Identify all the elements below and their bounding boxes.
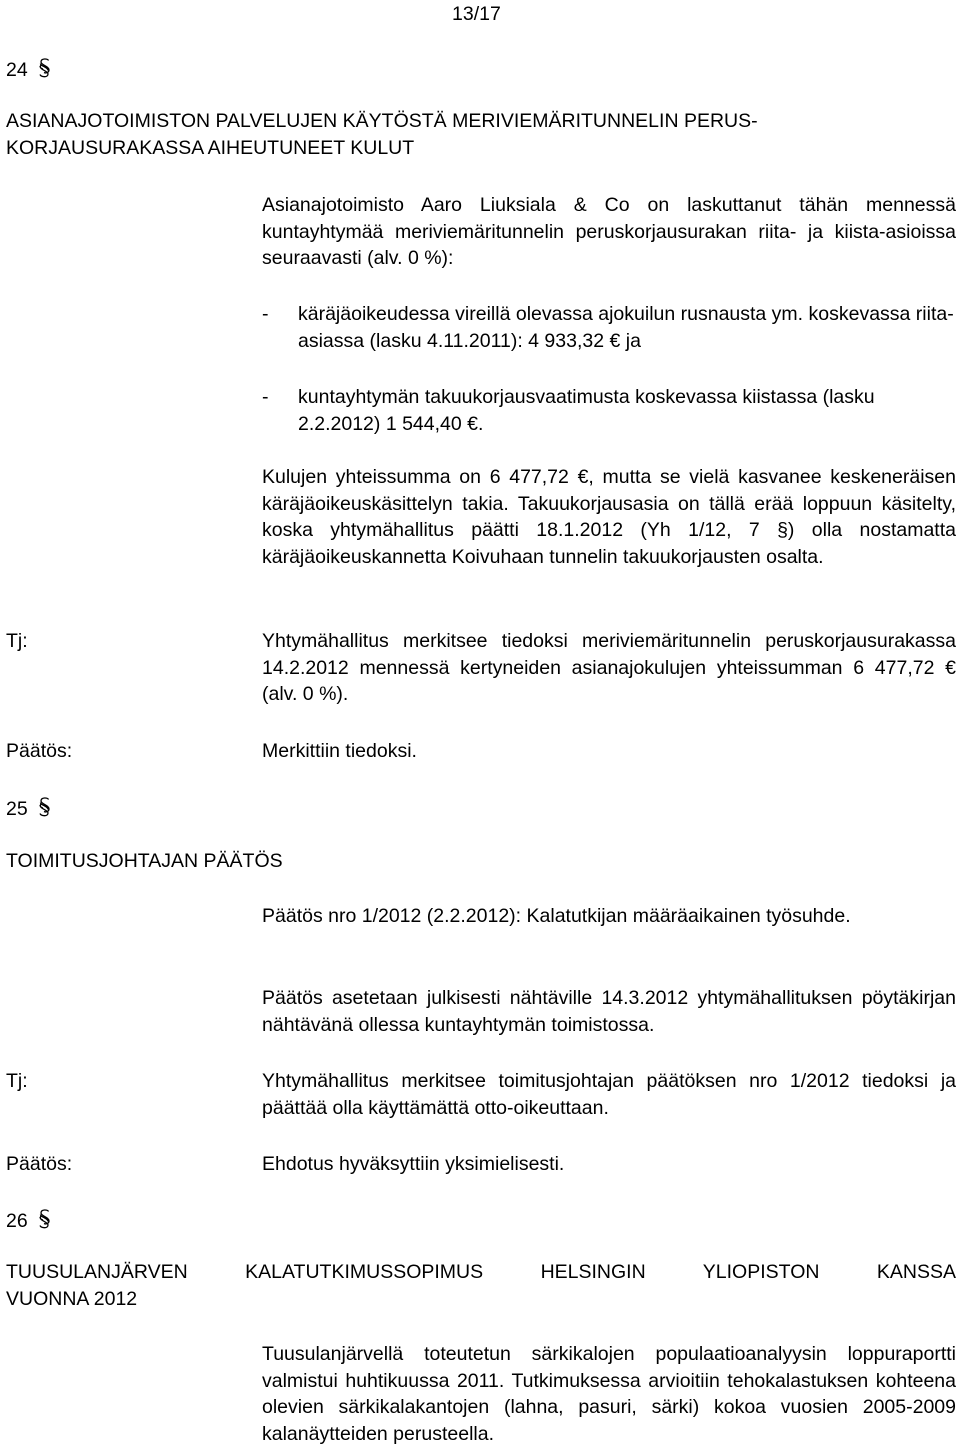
section-sign-icon — [38, 1208, 51, 1230]
dash-bullet: - — [262, 386, 269, 408]
intro-paragraph: Asianajotoimisto Aaro Liuksiala & Co on laskuttanut tähän mennessä kuntayhtymää meriviemäritunnelin peruskorjausurakan riita- ja kiista-asioissa seuraavasti (alv. 0 %): — [262, 194, 956, 269]
decision-text: Ehdotus hyväksyttiin yksimielisesti. — [262, 1153, 565, 1175]
decision-text: Merkittiin tiedoksi. — [262, 740, 417, 762]
tj-label: Tj: — [6, 630, 28, 652]
tj-proposal: Yhtymähallitus merkitsee tiedoksi meriviemäritunnelin peruskorjausurakassa 14.2.2012 mennessä kertyneiden asianajokulujen yhteissumman 6 477,72 € (alv. 0 %). — [262, 630, 956, 705]
title-line: KORJAUSURAKASSA AIHEUTUNEET KULUT — [6, 136, 415, 159]
costs-paragraph: Kulujen yhteissumma on 6 477,72 €, mutta se vielä kasvanee keskeneräisen käräjäoikeuskäsittelyn takia. Takuukorjausasia on tällä erää loppuun käsitelty, koska yhtymähallitus päätti 18.1.2012 (Yh 1/12, 7 §) olla nostamatta käräjäoikeuskannetta Koivuhaan tunnelin takuukorjausten osalta. — [262, 466, 956, 568]
list-item-text: kuntayhtymän takuukorjausvaatimusta koskevassa kiistassa (lasku 2.2.2012) 1 544,40 €. — [298, 386, 875, 435]
section-number: 25 — [6, 798, 28, 820]
section-sign-icon — [38, 57, 51, 79]
paatos-label: Päätös: — [6, 1153, 73, 1175]
decision-paragraph: Päätös nro 1/2012 (2.2.2012): Kalatutkijan määräaikainen työsuhde. — [262, 905, 851, 927]
section-26-title — [6, 1259, 956, 1312]
section-sign-icon — [38, 796, 51, 818]
list-item-text: käräjäoikeudessa vireillä olevassa ajokuilun rusnausta ym. koskevassa riita-asiassa (lasku 4.11.2011): 4 933,32 € ja — [298, 303, 954, 352]
section-26-header — [6, 1205, 51, 1235]
paatos-label: Päätös: — [6, 740, 73, 762]
title-line: ASIANAJOTOIMISTON PALVELUJEN KÄYTÖSTÄ MERIVIEMÄRITUNNELIN PERUS- — [6, 110, 758, 132]
section-24-header — [6, 54, 51, 84]
list-item — [262, 384, 956, 437]
publication-paragraph: Päätös asetetaan julkisesti nähtäville 14.3.2012 yhtymähallituksen pöytäkirjan nähtävänä ollessa kuntayhtymän toimistossa. — [262, 987, 956, 1036]
list-item — [262, 301, 956, 354]
section-number: 24 — [6, 59, 28, 81]
section-25-title: TOIMITUSJOHTAJAN PÄÄTÖS — [6, 850, 283, 872]
title-line: VUONNA 2012 — [6, 1287, 138, 1310]
section-number: 26 — [6, 1210, 28, 1232]
tj-proposal: Yhtymähallitus merkitsee toimitusjohtajan päätöksen nro 1/2012 tiedoksi ja päättää olla käyttämättä otto-oikeuttaan. — [262, 1070, 956, 1119]
report-paragraph: Tuusulanjärvellä toteutetun särkikalojen populaatioanalyysin loppuraportti valmistui huhtikuussa 2011. Tutkimuksessa arvioitiin tehokalastuksen kohteena olevien särkikalakantojen (lahna, pasuri, särki) kokoa vuosien 2005-2009 kalanäytteiden perusteella. — [262, 1343, 956, 1445]
section-24-intro — [262, 192, 956, 272]
title-line: TUUSULANJÄRVEN KALATUTKIMUSSOPIMUS HELSINGIN YLIOPISTON KANSSA — [6, 1261, 956, 1283]
page-number: 13/17 — [452, 3, 501, 25]
dash-bullet: - — [262, 303, 269, 325]
tj-label: Tj: — [6, 1070, 28, 1092]
section-24-title — [6, 108, 758, 161]
section-25-header — [6, 793, 51, 823]
